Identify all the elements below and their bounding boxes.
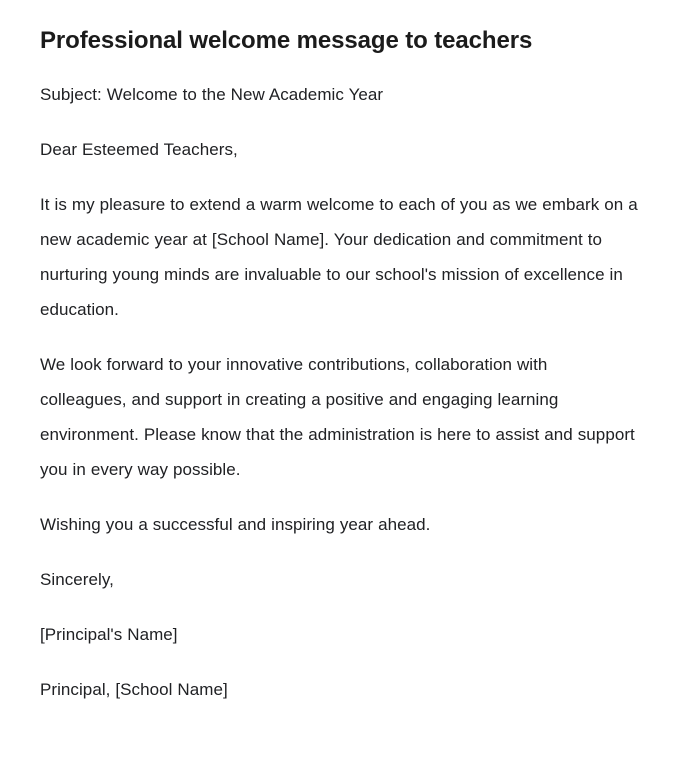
article-body (40, 77, 638, 707)
paragraph-opening: It is my pleasure to extend a warm welcome to each of you as we embark on a new academic year at [School Name]. Your dedication and commitment to nurturing young minds are invaluable to our school's mission of excellence in education. (40, 195, 638, 319)
paragraph-salutation: Dear Esteemed Teachers, (40, 140, 238, 159)
paragraph-support: We look forward to your innovative contributions, collaboration with colleagues, and support in creating a positive and engaging learning environment. Please know that the administration is here to assist and support you in every way possible. (40, 355, 635, 479)
paragraph-signer-name: [Principal's Name] (40, 625, 178, 644)
paragraph-subject: Subject: Welcome to the New Academic Year (40, 85, 384, 104)
page-title: Professional welcome message to teachers (40, 27, 533, 54)
paragraph-signoff: Sincerely, (40, 570, 114, 589)
paragraph-wishes: Wishing you a successful and inspiring year ahead. (40, 515, 431, 534)
paragraph-signer-title: Principal, [School Name] (40, 680, 228, 699)
